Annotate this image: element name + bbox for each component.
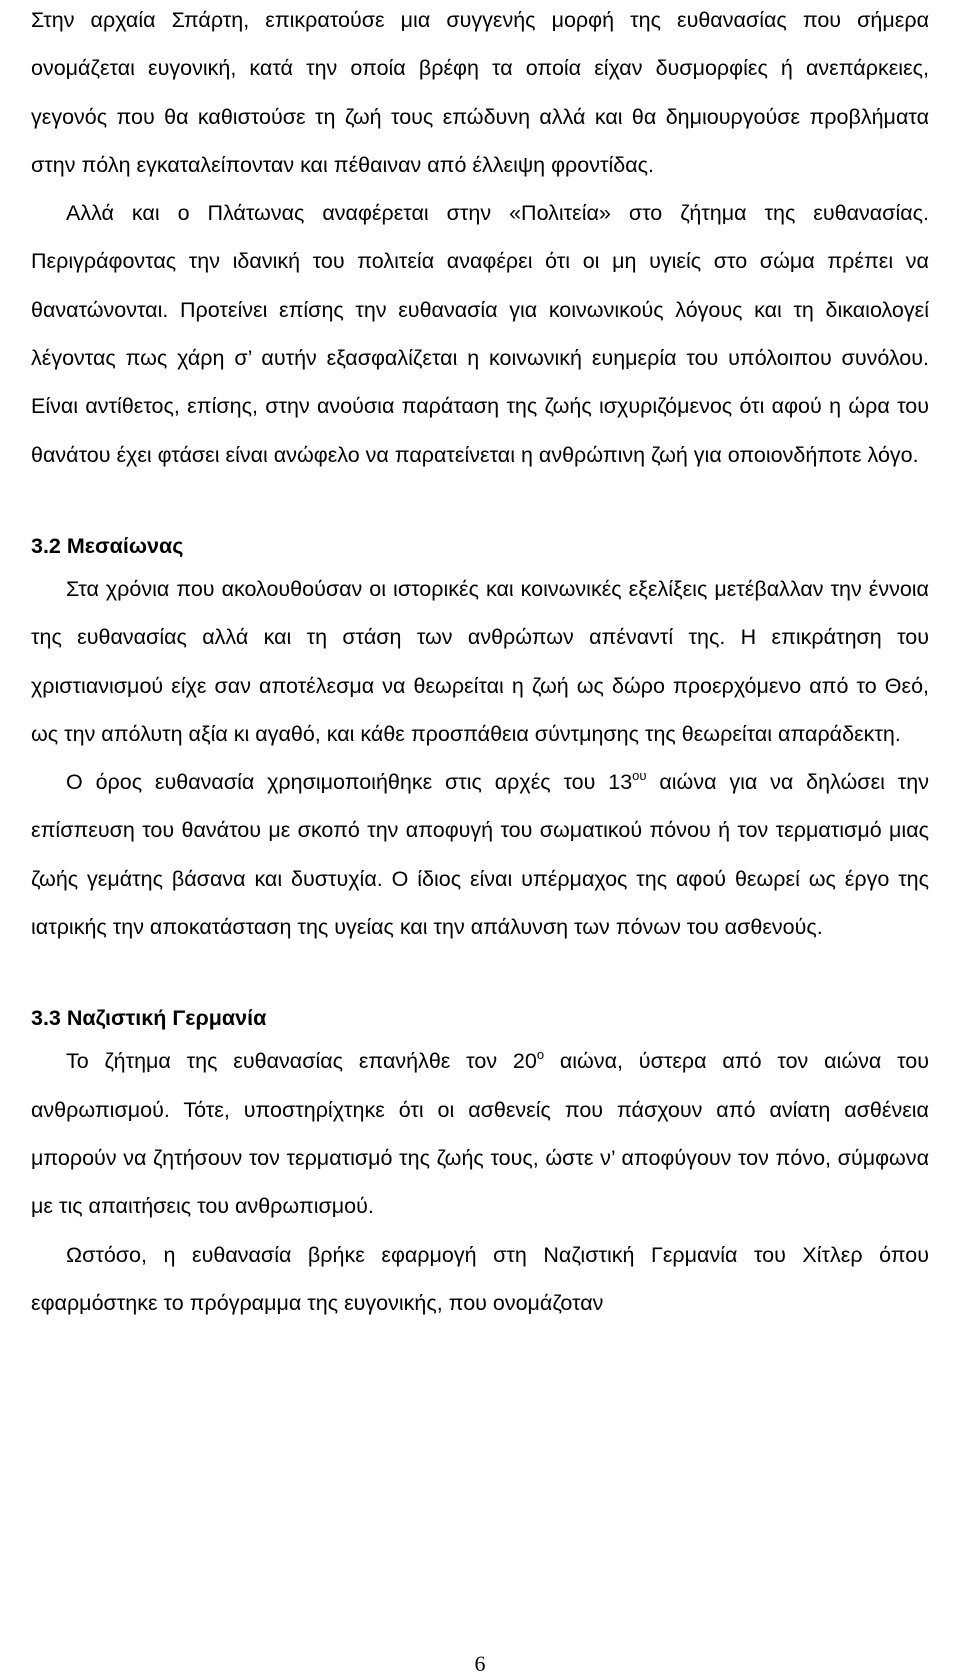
text-segment: Ο όρος ευθανασία χρησιμοποιήθηκε στις αρχές του 13: [66, 770, 633, 795]
superscript-ordinal: ου: [632, 768, 647, 784]
paragraph-sparta: Στην αρχαία Σπάρτη, επικρατούσε μια συγγενής μορφή της ευθανασίας που σήμερα ονομάζεται ευγονική, κατά την οποία βρέφη τα οποία είχαν δυσμορφίες ή ανεπάρκειες, γεγονός που θα καθιστούσε τη ζωή τους επώδυνη αλλά και θα δημιουργούσε προβλήματα στην πόλη εγκαταλείπονταν και πέθαιναν από έλλειψη φροντίδας.: [31, 8, 929, 177]
section-middle-ages: [31, 527, 929, 951]
paragraph-middle-ages-1: Στα χρόνια που ακολουθούσαν οι ιστορικές και κοινωνικές εξελίξεις μετέβαλλαν την έννοια της ευθανασίας αλλά και τη στάση των ανθρώπων απέναντί της. Η επικράτηση του χριστιανισμού είχε σαν αποτέλεσμα να θεωρείται η ζωή ως δώρο προερχόμενο από το Θεό, ως την απόλυτη αξία κι αγαθό, και κάθε προσπάθεια σύντμησης της θεωρείται απαράδεκτη.: [31, 576, 929, 746]
paragraph-nazi-germany-2: Ωστόσο, η ευθανασία βρήκε εφαρμογή στη Ναζιστική Γερμανία του Χίτλερ όπου εφαρμόστηκε το πρόγραμμα της ευγονικής, που ονομάζοταν: [31, 1242, 929, 1315]
section-nazi-germany: [31, 999, 929, 1327]
section-heading-3-2: 3.2 Μεσαίωνας: [31, 533, 184, 558]
text-segment: αιώνα, ύστερα από τον αιώνα του ανθρωπισμού. Τότε, υποστηρίχτηκε ότι οι ασθενείς που πάσχουν από ανίατη ασθένεια μπορούν να ζητήσουν τον τερματισμό της ζωής τους, ώστε ν’ αποφύγουν τον πόνο, σύμφωνα με τις απαιτήσεις του ανθρωπισμού.: [31, 1049, 929, 1219]
section-heading-3-3: 3.3 Ναζιστική Γερμανία: [31, 1006, 267, 1031]
document-page: [31, 0, 929, 1678]
page-number: 6: [474, 1651, 486, 1676]
text-segment: Το ζήτημα της ευθανασίας επανήλθε τον 20: [66, 1049, 537, 1074]
paragraph-middle-ages-2: [31, 758, 929, 951]
text-segment: αιώνα για να δηλώσει την επίσπευση του θανάτου με σκοπό την αποφυγή του σωματικού πόνου ή τον τερματισμό μιας ζωής γεμάτης βάσανα και δυστυχία. Ο ίδιος είναι υπέρμαχος της αφού θεωρεί ως έργο της ιατρικής την αποκατάσταση της υγείας και την απάλυνση των πόνων του ασθενούς.: [31, 770, 929, 940]
superscript-ordinal: ο: [536, 1047, 545, 1063]
paragraph-plato: Αλλά και ο Πλάτωνας αναφέρεται στην «Πολιτεία» στο ζήτημα της ευθανασίας. Περιγράφοντας την ιδανική του πολιτεία αναφέρει ότι οι μη υγιείς στο σώμα πρέπει να θανατώνονται. Προτείνει επίσης την ευθανασία για κοινωνικούς λόγους και τη δικαιολογεί λέγοντας πως χάρη σ’ αυτήν εξασφαλίζεται η κοινωνική ευημερία του υπόλοιπου συνόλου. Είναι αντίθετος, επίσης, στην ανούσια παράταση της ζωής ισχυριζόμενος ότι αφού η ώρα του θανάτου έχει φτάσει είναι ανώφελο να παρατείνεται η ανθρώπινη ζωή για οποιονδήποτε λόγο.: [31, 201, 929, 467]
paragraph-nazi-germany-1: [31, 1037, 929, 1230]
